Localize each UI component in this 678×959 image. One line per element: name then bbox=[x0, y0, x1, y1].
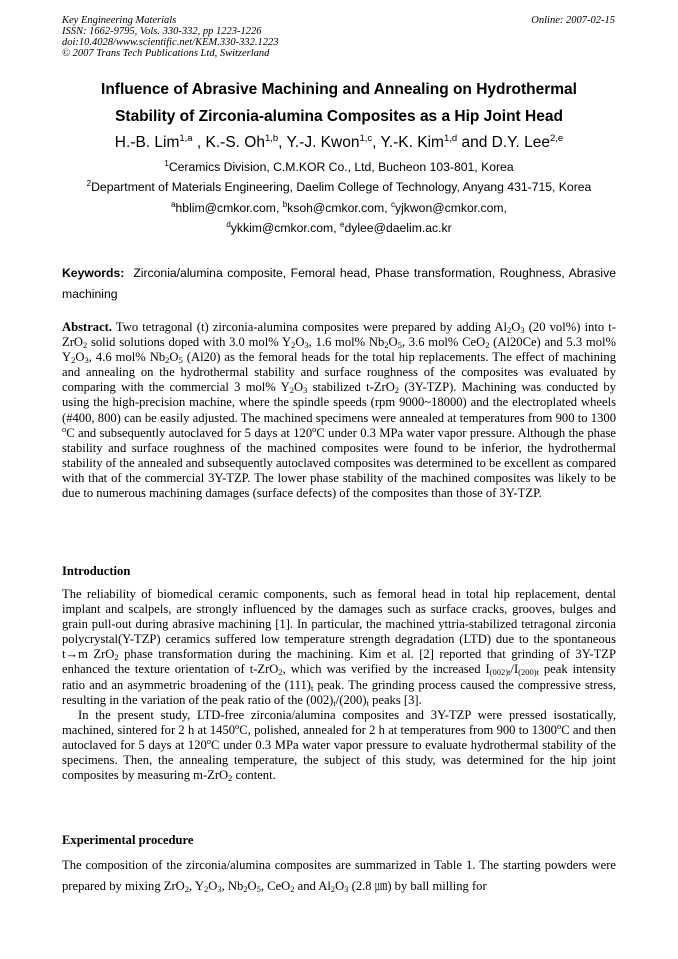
issn-line: ISSN: 1662-9795, Vols. 330-332, pp 1223-1226 bbox=[62, 26, 262, 37]
copyright-line: © 2007 Trans Tech Publications Ltd, Switzerland bbox=[62, 48, 270, 59]
affiliation-1: $^1$Ceramics Division, C.M.KOR Co., Ltd, Bucheon 103-801, Korea bbox=[164, 159, 514, 174]
keywords bbox=[62, 263, 616, 305]
author-name: H.-B. Lim bbox=[114, 134, 180, 151]
paper-title-line-2: Stability of Zirconia-alumina Composites as a Hip Joint Head bbox=[115, 108, 563, 125]
email-line-2: $^d$ykkim@cmkor.com, $^e$dylee@daelim.ac.kr bbox=[226, 220, 452, 235]
author-affiliation-mark: 1,d bbox=[443, 133, 458, 144]
abstract bbox=[62, 320, 616, 501]
author-name: K.-S. Oh bbox=[205, 134, 265, 151]
experimental-body: The composition of the zirconia/alumina composites are summarized in Table 1. The starting powders were prepared by mixing ZrO$_2$, $Y_2O_3$, $Nb_2O_5$, CeO$_2$ and $Al_2O_3$ (2.8 ㎛) by ball milling for bbox=[62, 858, 616, 894]
doi-line: doi:10.4028/www.scientific.net/KEM.330-332.1223 bbox=[62, 37, 279, 48]
author-name: D.Y. Lee bbox=[491, 134, 550, 151]
journal-name: Key Engineering Materials bbox=[62, 15, 177, 26]
author-affiliation-mark: 2,e bbox=[549, 133, 564, 144]
keywords-text: Zirconia/alumina composite, Femoral head, Phase transformation, Roughness, Abrasive machining bbox=[62, 266, 617, 301]
keywords-label: Keywords: bbox=[62, 266, 125, 280]
author-name: Y.-J. Kwon bbox=[286, 134, 360, 151]
author-affiliation-mark: 1,c bbox=[359, 133, 373, 144]
email-link[interactable]: dylee@daelim.ac.kr bbox=[344, 221, 452, 235]
abstract-text: Two tetragonal (t) zirconia-alumina composites were prepared by adding $Al_2O_3$ (20 vol%) into t-ZrO$_2$ solid solutions doped with 3.0 mol% $Y_2O_3$, 1.6 mol% $Nb_2O_5$, 3.6 mol% CeO$_2$ (Al20Ce) and 5.3 mol% $Y_2O_3$, 4.6 mol% $Nb_2O_5$ (Al20) as the femoral heads for the total hip replacements. The effect of machining and annealing on the hydrothermal stability and surface roughness of the composites was evaluated by comparing with the commercial 3 mol% $Y_2O_3$ stabilized t-ZrO$_2$ (3Y-TZP). Machining was conducted by using the high-precision machine, where the spindle speeds (rpm 9000~18000) and the electroplated wheels (#400, 800) can be easily adjusted. The machined specimens were annealed at temperatures from 900 to 1300 $^o$C and subsequently autoclaved for 5 days at 120$^o$C under 0.3 MPa water vapor pressure. Although the phase stability and surface roughness of the machined composites were found to be inferior, the hydrothermal stability of the annealed and subsequently autoclaved composites was determined to be excellent as compared with that of the commercial 3Y-TZP. The lower phase stability of the machined composites was likely to be due to numerous machining damages (surface defects) of the composites than those of 3Y-TZP. bbox=[62, 320, 617, 501]
email-link[interactable]: yjkwon@cmkor.com bbox=[394, 201, 504, 215]
affiliation-2: $^2$Department of Materials Engineering, Daelim College of Technology, Anyang 431-715, Korea bbox=[86, 179, 592, 194]
intro-paragraph-1: The reliability of biomedical ceramic components, such as femoral head in total hip replacement, dental implant and scalpels, are strongly influenced by the damages such as surface cracks, grooves, bulges and grain pull-out during abrasive machining [1]. In particular, the machined yttria-stabilized tetragonal zirconia polycrystal(Y-TZP) ceramics suffered low temperature strength degradation (LTD) due to the spontaneous t→m ZrO$_2$ phase transformation during the machining. Kim et al. [2] reported that grinding of 3Y-TZP enhanced the texture orientation of t-ZrO$_2$, which was verified by the increased $I_{(002)t}/I_{(200)t}$ peak intensity ratio and an asymmetric broadening of the $(111)_t$ peak. The grinding process caused the compressive stress, resulting in the variation of the peak ratio of the $(002)_t/(200)_t$ peaks [3]. bbox=[62, 587, 617, 708]
intro-paragraph-2: In the present study, LTD-free zirconia/alumina composites and 3Y-TZP were pressed isostatically, machined, sintered for 2 h at 1450$^o$C, polished, annealed for 2 h at temperatures from 900 to 1300$^o$C and then autoclaved for 5 days at 120$^o$C under 0.3 MPa water vapor pressure to evaluate hydrothermal stability of the specimens. Then, the annealing temperature, the subject of this study, was determined for the hip joint composites by measuring m-ZrO$_2$ content. bbox=[62, 707, 616, 784]
email-link[interactable]: ykkim@cmkor.com bbox=[230, 221, 334, 235]
author-list: H.-B. Lim$^{1,a}$ , K.-S. Oh$^{1,b}$, Y.-J. Kwon$^{1,c}$, Y.-K. Kim$^{1,d}$ and D.Y. Lee$^{2,e}$ bbox=[114, 133, 564, 151]
experimental-heading: Experimental procedure bbox=[62, 833, 194, 847]
paper-title-line-1: Influence of Abrasive Machining and Annealing on Hydrothermal bbox=[101, 81, 577, 98]
author-affiliation-mark: 1,a bbox=[179, 133, 193, 144]
email-link[interactable]: ksoh@cmkor.com bbox=[287, 201, 385, 215]
author-name: Y.-K. Kim bbox=[380, 134, 444, 151]
author-affiliation-mark: 1,b bbox=[264, 133, 279, 144]
email-link[interactable]: hblim@cmkor.com bbox=[175, 201, 276, 215]
email-line-1: $^a$hblim@cmkor.com, $^b$ksoh@cmkor.com, $^c$yjkwon@cmkor.com, bbox=[171, 200, 507, 215]
online-date: Online: 2007-02-15 bbox=[531, 15, 615, 26]
introduction-body bbox=[62, 587, 616, 783]
introduction-heading: Introduction bbox=[62, 564, 131, 578]
abstract-label: Abstract. bbox=[62, 320, 113, 334]
journal-header bbox=[62, 15, 279, 59]
